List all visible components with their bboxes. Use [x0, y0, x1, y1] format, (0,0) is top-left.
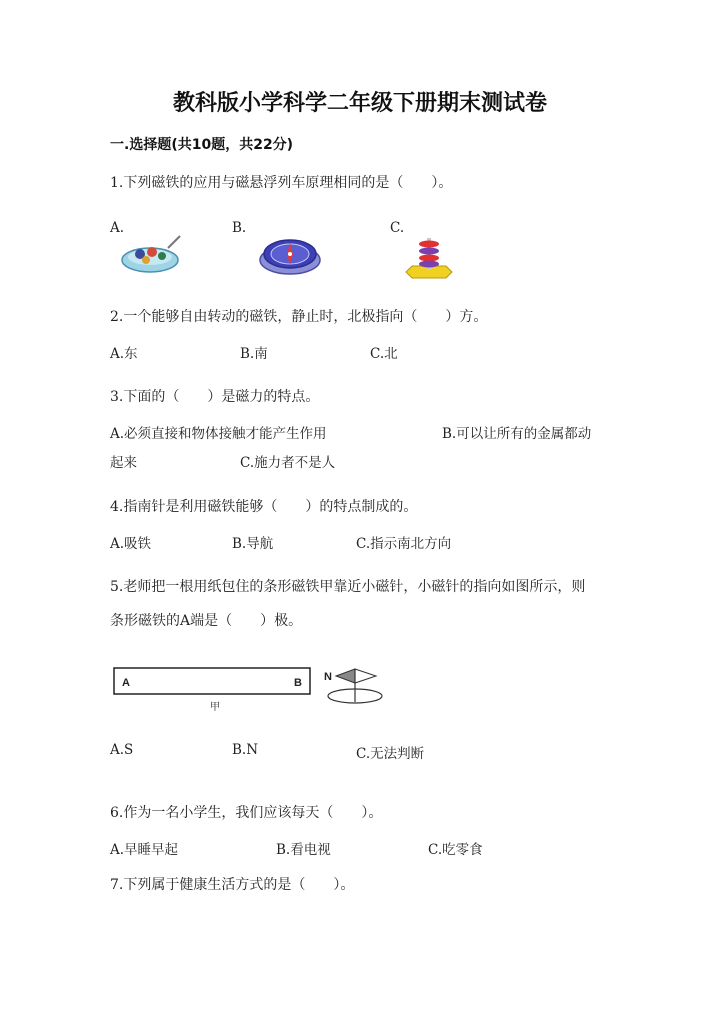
question-3-option-b[interactable]: B.可以让所有的金属都动 — [442, 426, 592, 442]
question-6-option-a[interactable]: A.早睡早起 — [110, 842, 179, 858]
question-2-option-a[interactable]: A.东 — [110, 346, 138, 362]
page-title: 教科版小学科学二年级下册期末测试卷 — [172, 91, 547, 116]
question-3-option-a[interactable]: A.必须直接和物体接触才能产生作用 — [110, 426, 327, 442]
question-5-option-c[interactable]: C.无法判断 — [356, 746, 425, 762]
compass-image — [258, 226, 322, 278]
magnet-end-a-label: A — [122, 677, 130, 689]
question-5-stem-line-1: 5.老师把一根用纸包住的条形磁铁甲靠近小磁针，小磁针的指向如图所示，则 — [110, 579, 586, 595]
question-7-stem: 7.下列属于健康生活方式的是（ ）。 — [110, 877, 355, 893]
needle-n-label: N — [324, 671, 332, 683]
question-5-stem-line-2: 条形磁铁的A端是（ ）极。 — [110, 613, 303, 629]
question-1-option-b[interactable]: B. — [232, 220, 247, 236]
question-1-stem: 1.下列磁铁的应用与磁悬浮列车原理相同的是（ ）。 — [110, 175, 453, 191]
question-3-option-b-continued: 起来 — [110, 455, 137, 471]
question-5-option-b[interactable]: B.N — [232, 742, 259, 758]
question-6-stem: 6.作为一名小学生，我们应该每天（ ）。 — [110, 805, 383, 821]
question-1-option-a[interactable]: A. — [110, 220, 125, 236]
question-3-option-c[interactable]: C.施力者不是人 — [240, 455, 336, 471]
question-5-option-a[interactable]: A.S — [110, 742, 134, 758]
question-1-option-c[interactable]: C. — [390, 220, 405, 236]
question-4-option-b[interactable]: B.导航 — [232, 536, 274, 552]
bar-magnet-figure — [110, 660, 400, 716]
question-4-stem: 4.指南针是利用磁铁能够（ ）的特点制成的。 — [110, 499, 418, 515]
question-4-option-c[interactable]: C.指示南北方向 — [356, 536, 452, 552]
levitation-rings-image — [402, 236, 456, 280]
magnet-end-b-label: B — [294, 677, 302, 689]
magnetic-needle — [324, 669, 382, 703]
magnet-name-label: 甲 — [210, 702, 220, 713]
question-2-stem: 2.一个能够自由转动的磁铁，静止时，北极指向（ ）方。 — [110, 309, 488, 325]
question-4-option-a[interactable]: A.吸铁 — [110, 536, 152, 552]
question-2-option-b[interactable]: B.南 — [240, 346, 268, 362]
question-2-option-c[interactable]: C.北 — [370, 346, 398, 362]
question-6-option-b[interactable]: B.看电视 — [276, 842, 331, 858]
question-6-option-c[interactable]: C.吃零食 — [428, 842, 483, 858]
section-heading: 一.选择题(共10题，共22分) — [110, 137, 294, 153]
magnet-toy-plate-image — [118, 228, 184, 276]
question-3-stem: 3.下面的（ ）是磁力的特点。 — [110, 389, 320, 405]
bar-magnet — [114, 668, 310, 694]
